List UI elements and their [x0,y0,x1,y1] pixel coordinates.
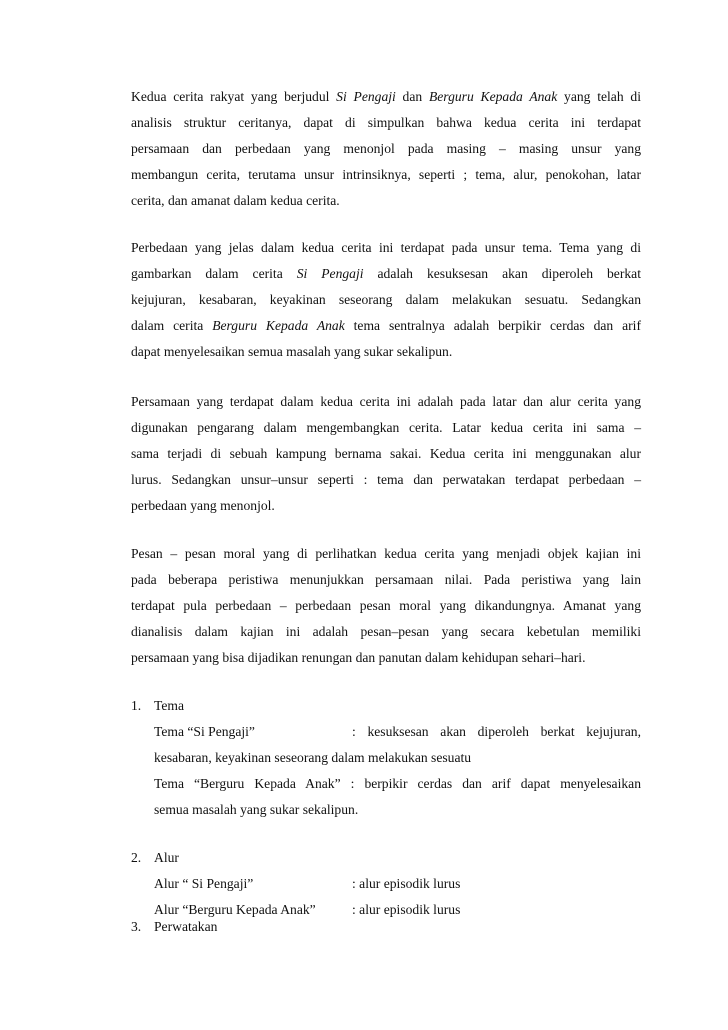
text-line: Kedua cerita rakyat yang berjudul Si Pengaji dan Berguru Kepada Anak yang telah di [131,89,641,104]
text-line: terdapat pula perbedaan – perbedaan pesan moral yang dikandungnya. Amanat yang [131,598,641,613]
row-key: Alur “ Si Pengaji” [154,876,254,891]
text-line: cerita, dan amanat dalam kedua cerita. [131,193,340,208]
row-key: Tema “Si Pengaji” [154,724,255,739]
text-line: Persamaan yang terdapat dalam kedua cerita ini adalah pada latar dan alur cerita yang [131,394,641,409]
row-key: Alur “Berguru Kepada Anak” [154,902,316,917]
text-line: membangun cerita, terutama unsur intrinsiknya, seperti ; tema, alur, penokohan, latar [131,167,641,182]
text-line: digunakan pengarang dalam mengembangkan cerita. Latar kedua cerita ini sama – [131,420,641,435]
tema-si-pengaji-continuation: kesabaran, keyakinan seseorang dalam melakukan sesuatu [154,750,472,765]
tema-berguru-row: Tema “Berguru Kepada Anak” : berpikir cerdas dan arif dapat menyelesaikan [154,776,641,791]
text-line: dianalisis dalam kajian ini adalah pesan–pesan yang secara kebetulan memiliki [131,624,641,639]
list-label: Alur [154,850,179,865]
list-label: Tema [154,698,184,713]
row-value: : kesuksesan akan diperoleh berkat kejujuran, [352,724,641,739]
list-label: Perwatakan [154,919,218,934]
list-item-tema [131,695,641,717]
alur-si-pengaji-row [154,871,641,897]
text-line: pada beberapa peristiwa menunjukkan persamaan nilai. Pada peristiwa yang lain [131,572,641,587]
tema-si-pengaji-row [154,719,641,745]
text-line: persamaan dan perbedaan yang menonjol pada masing – masing unsur yang [131,141,641,156]
text-line: persamaan yang bisa dijadikan renungan dan panutan dalam kehidupan sehari–hari. [131,650,586,665]
text-line: sama terjadi di sebuah kampung bernama sakai. Kedua cerita ini menggunakan alur [131,446,641,461]
list-item-perwatakan [131,916,641,938]
row-value: : alur episodik lurus [352,876,461,891]
list-number: 2. [131,850,142,865]
list-item-alur [131,847,641,869]
text-line: kejujuran, kesabaran, keyakinan seseorang dalam melakukan sesuatu. Sedangkan [131,292,641,307]
text-line: Perbedaan yang jelas dalam kedua cerita ini terdapat pada unsur tema. Tema yang di [131,240,641,255]
list-number: 3. [131,919,142,934]
list-number: 1. [131,698,142,713]
text-line: dalam cerita Berguru Kepada Anak tema sentralnya adalah berpikir cerdas dan arif [131,318,641,333]
text-line: dapat menyelesaikan semua masalah yang sukar sekalipun. [131,344,453,359]
text-line: analisis struktur ceritanya, dapat di simpulkan bahwa kedua cerita ini terdapat [131,115,641,130]
text-line: lurus. Sedangkan unsur–unsur seperti : tema dan perwatakan terdapat perbedaan – [131,472,641,487]
row-value: : alur episodik lurus [352,902,461,917]
text-line: perbedaan yang menonjol. [131,498,275,513]
tema-berguru-continuation: semua masalah yang sukar sekalipun. [154,802,359,817]
text-line: Pesan – pesan moral yang di perlihatkan kedua cerita yang menjadi objek kajian ini [131,546,641,561]
text-line: gambarkan dalam cerita Si Pengaji adalah kesuksesan akan diperoleh berkat [131,266,641,281]
